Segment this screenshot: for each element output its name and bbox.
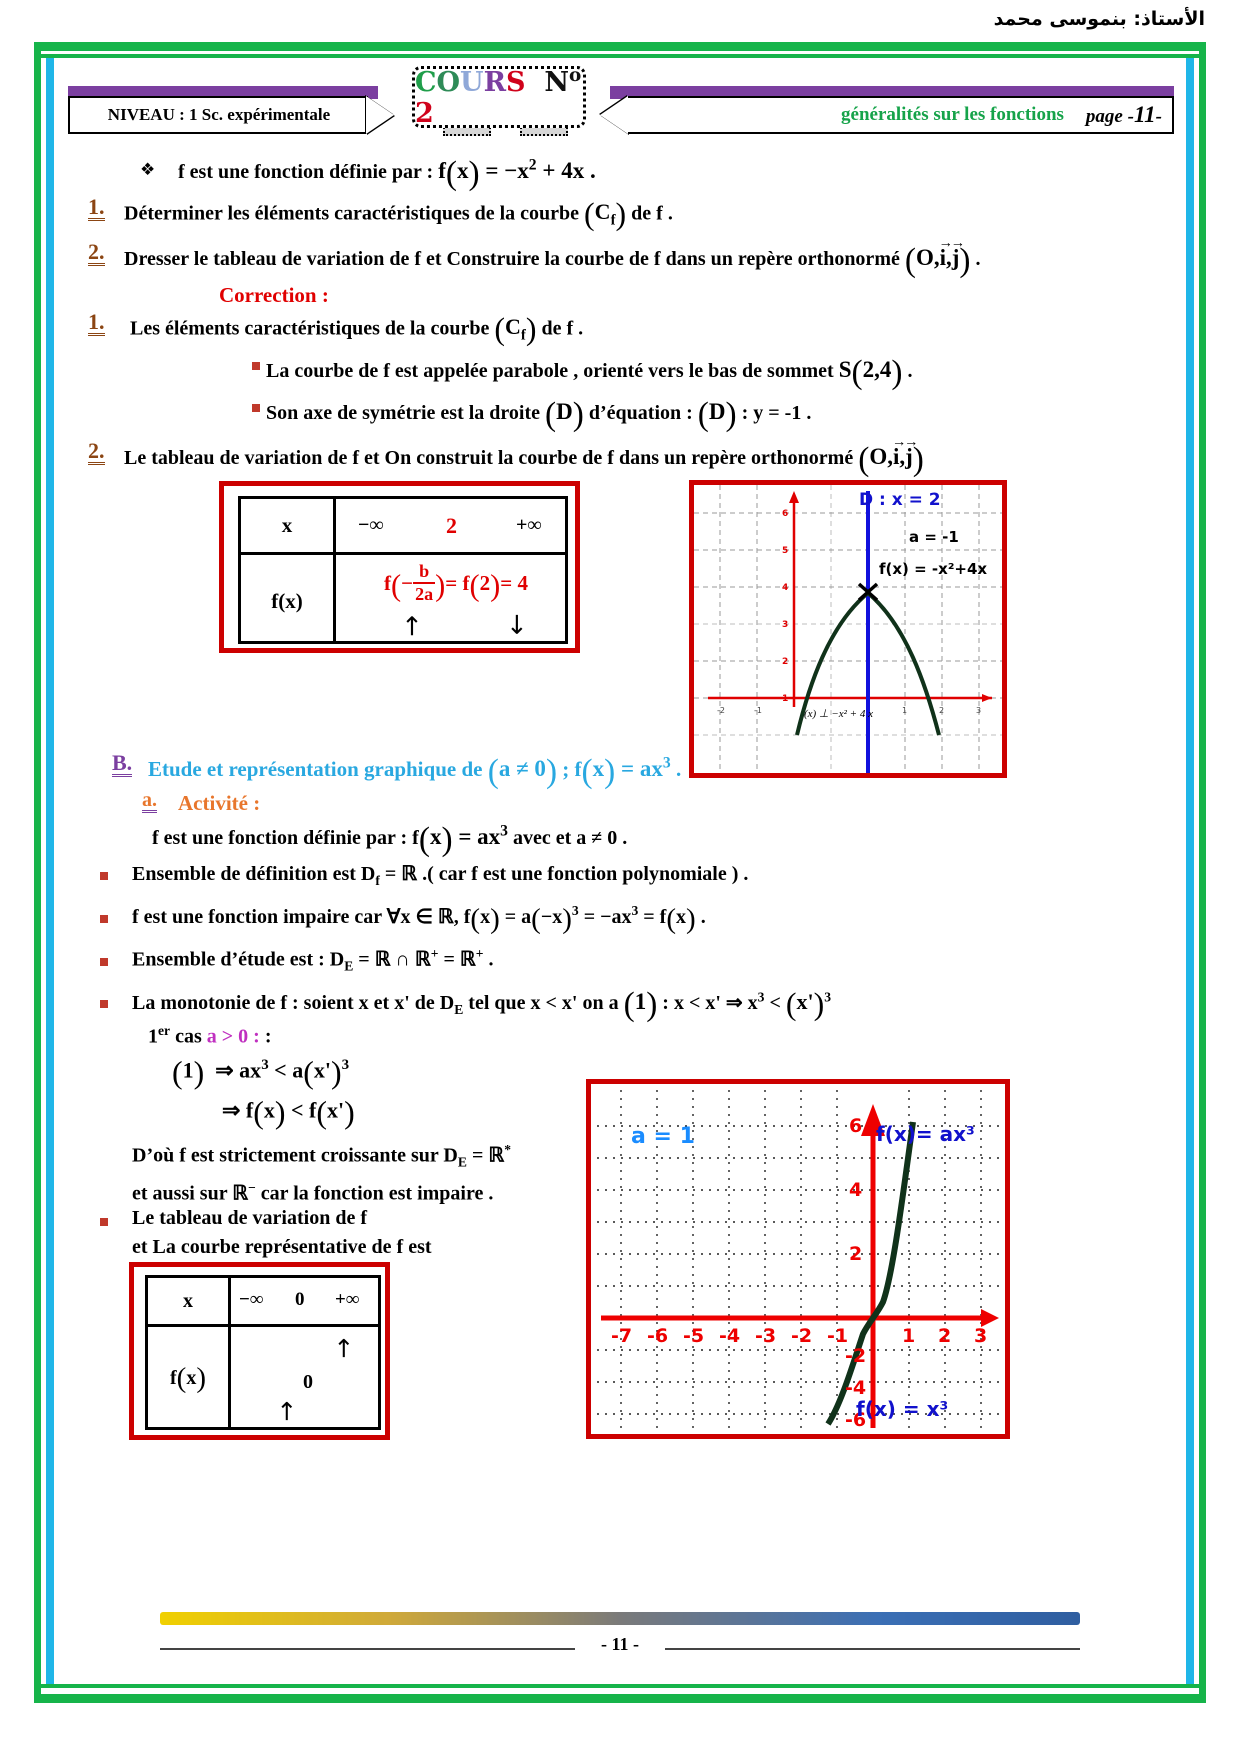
activity-title: Activité :: [178, 791, 261, 815]
svg-text:-2: -2: [791, 1325, 813, 1347]
intro-definition: f est une fonction définie par : $f(x) = -x^2 + 4x$ .: [178, 155, 596, 192]
correction-bullet-2-text-b: d’équation :: [588, 402, 693, 424]
square-bullet-b3: [100, 958, 108, 966]
svg-text:-4: -4: [719, 1325, 741, 1347]
table2-minus-infinity: −∞: [239, 1289, 264, 1310]
svg-text:-6: -6: [845, 1409, 867, 1431]
square-bullet-b4: [100, 1000, 108, 1008]
table2-domain-row: [231, 1278, 381, 1324]
table1-eq2: = 4: [500, 571, 528, 596]
page-number: 11: [1133, 102, 1156, 127]
correction-2-text: Le tableau de variation de f et On construit la courbe de f dans un repère orthonormé: [124, 447, 854, 469]
svg-text:-5: -5: [683, 1325, 705, 1347]
question-2-marker: 2.: [88, 239, 105, 264]
correction-1-tail: de f .: [541, 317, 584, 340]
graph1-label-a: a = -1: [909, 528, 959, 546]
question-1-marker: 1.: [88, 194, 105, 219]
square-bullet-b5: [100, 1218, 108, 1226]
cubic-label-a: a = 1: [631, 1124, 695, 1149]
bullet-study-set: Ensemble d’étude est : $D_E$ = ℝ ∩ ℝ+ = ℝ+ .: [132, 946, 494, 974]
implication-1: (1) ⇒ $ax^3 < a(x')^3$: [172, 1055, 350, 1090]
section-b-title: Etude et représentation graphique de (a ≠ 0) ; $f(x) = ax^3$ .: [148, 753, 682, 790]
correction-bullet-2: Son axe de symétrie est la droite (D) d’équation : (D) : y = -1 .: [266, 396, 812, 433]
header-right-box: [628, 96, 1174, 134]
section-b-title-b: ; f: [562, 757, 582, 781]
question-1: Déterminer les éléments caractéristiques de la courbe $(C_f)$ de f .: [124, 197, 673, 232]
svg-text:6: 6: [849, 1115, 863, 1137]
svg-text:5: 5: [782, 546, 789, 556]
cours-title: COURS $N^o$ 2: [415, 65, 582, 129]
svg-text:1: 1: [902, 706, 908, 715]
svg-text:2: 2: [938, 1325, 952, 1347]
table2-zero: 0: [295, 1289, 305, 1310]
graph1-label-f: f(x) = -x²+4x: [879, 560, 988, 578]
cubic-label-f-top: f(x)= ax³: [876, 1122, 975, 1146]
svg-text:2: 2: [782, 657, 789, 667]
correction-bullet-1-tail: .: [907, 360, 913, 382]
bullet-odd-function: f est une fonction impaire car ∀x ∈ ℝ, $f(x) = a(-x)^3 = -ax^3 = f(x)$ .: [132, 903, 706, 935]
square-bullet-b1: [100, 872, 108, 880]
page-border-bottom-inner: [34, 1684, 1206, 1688]
table2-arrow-upper: ↗: [326, 1331, 361, 1366]
correction-bullet-2-text-a: Son axe de symétrie est la droite: [266, 402, 541, 424]
svg-text:-2: -2: [717, 706, 725, 715]
activity-definition: f est une fonction définie par : $f(x) = ax^3$ avec et a ≠ 0 .: [152, 821, 628, 858]
svg-text:-2: -2: [845, 1345, 867, 1367]
svg-text:4: 4: [849, 1179, 863, 1201]
case-1-number: 1: [148, 1025, 158, 1048]
svg-text:4: 4: [782, 583, 789, 593]
svg-text:-7: -7: [611, 1325, 633, 1347]
parabola-graph: [689, 480, 1007, 778]
table1-arrow-decreasing: ↘: [499, 605, 536, 642]
section-b-title-tail: .: [675, 757, 682, 781]
graph1-label-D: D : x = 2: [859, 490, 941, 510]
page-border-top: [34, 42, 1206, 51]
intro-definition-text: f est une fonction définie par :: [178, 161, 434, 183]
case-1-colon: :: [264, 1025, 272, 1048]
section-b-marker: B.: [112, 750, 133, 775]
table1-fx-header: f(x): [271, 588, 303, 613]
svg-text:-4: -4: [845, 1377, 867, 1399]
chevron-left-icon: [600, 96, 628, 134]
svg-text:2: 2: [849, 1243, 863, 1265]
variation-table-1: [219, 481, 580, 653]
cubic-label-f-bottom: f(x) = x³: [856, 1397, 949, 1421]
table1-root: 2: [446, 512, 457, 538]
y-axis-arrow: [789, 491, 799, 503]
svg-text:-1: -1: [754, 706, 762, 715]
correction-1: Les éléments caractéristiques de la courbe $(C_f)$ de f .: [130, 312, 584, 347]
y-tick-labels: [782, 509, 788, 704]
implication-2: ⇒ f(x) < f(x'): [222, 1095, 355, 1130]
page-border-top-inner: [34, 54, 1206, 58]
page-word: page: [1085, 106, 1123, 127]
table1-minus-infinity: −∞: [358, 514, 384, 536]
section-b-title-text: Etude et représentation graphique de: [148, 757, 483, 781]
question-1-tail: de f .: [631, 202, 673, 225]
level-label: NIVEAU : 1 Sc. expérimentale: [68, 96, 368, 134]
svg-text:6: 6: [782, 509, 789, 519]
cubic-y-tick-labels: [845, 1115, 866, 1431]
correction-title: Correction :: [219, 283, 329, 307]
square-bullet-b2: [100, 915, 108, 923]
conclusion-1: D’où f est strictement croissante sur $D_E$ = ℝ*: [132, 1142, 511, 1170]
activity-marker: a.: [142, 789, 157, 811]
table2-zero-center: 0: [303, 1371, 313, 1393]
page-indicator: page -11-: [1085, 102, 1162, 127]
table1-x-header: x: [281, 513, 293, 537]
subject-title: généralités sur les fonctions: [841, 104, 1064, 125]
cubic-x-tick-labels: [611, 1325, 987, 1347]
conclusion-1-sub: E: [457, 1154, 467, 1170]
frac-numerator: b: [413, 561, 435, 584]
svg-text:-3: -3: [755, 1325, 777, 1347]
page-border-left-blue: [46, 58, 54, 1688]
chevron-right-icon: [366, 96, 394, 134]
svg-text:-1: -1: [827, 1325, 849, 1347]
variation-table-1-grid: [238, 496, 568, 644]
correction-1-marker: 1.: [88, 309, 105, 334]
table2-arrow-lower: ↗: [269, 1394, 304, 1429]
case-1-condition: a > 0 :: [206, 1025, 260, 1048]
table1-eq1: = f: [445, 571, 470, 596]
case-1-word: cas: [175, 1025, 202, 1048]
activity-definition-c: avec et a ≠ 0 .: [512, 827, 628, 849]
question-2-tail: .: [975, 248, 981, 270]
correction-bullet-2-tail: : y = -1 .: [741, 402, 812, 424]
conclusion-2-text: car la fonction est impaire .: [260, 1182, 494, 1205]
cours-banner: [412, 66, 586, 128]
svg-text:1: 1: [782, 694, 789, 704]
bullet-monotonicity: La monotonie de f : soient x et x' de $D_E$ tel que x < x' on a (1) : x < x' ⇒ $x^3 < (x')^3$: [132, 986, 832, 1023]
x-axis-arrow: [982, 694, 992, 702]
footer-decoration: [160, 1612, 1080, 1625]
conclusion-1-text: D’où f est strictement croissante sur D: [132, 1144, 458, 1167]
question-2: Dresser le tableau de variation de f et Construire la courbe de f dans un repère orthonormé (O,i →,j →) .: [124, 242, 981, 280]
page-border-right: [1199, 42, 1206, 1702]
square-bullet-icon-2: [252, 404, 260, 412]
svg-text:1: 1: [902, 1325, 916, 1347]
svg-text:3: 3: [976, 706, 982, 715]
frac-denominator: 2a: [415, 584, 434, 604]
variation-table-2-grid: [145, 1275, 381, 1430]
square-bullet-icon: [252, 362, 260, 370]
table2-fx-header: f ( x ): [169, 1362, 206, 1394]
table1-arg: 2: [479, 571, 491, 596]
table1-max-formula: f(− $\frac{b}{2a}$ )= f(2)= 4: [383, 561, 528, 604]
svg-text:2: 2: [939, 706, 945, 715]
page-border-right-blue: [1186, 58, 1194, 1688]
author-name: الأستاذ: بنموسى محمد: [993, 8, 1205, 30]
page-border-bottom: [34, 1694, 1206, 1703]
svg-text:3: 3: [782, 620, 789, 630]
table1-arrow-increasing: ↗: [393, 607, 430, 644]
bullet-domain: Ensemble de définition est $D_f$ = ℝ .( car f est une fonction polynomiale ) .: [132, 863, 749, 888]
table2-plus-infinity: +∞: [335, 1289, 360, 1310]
question-2-text: Dresser le tableau de variation de f et Construire la courbe de f dans un repère orthonormé: [124, 248, 900, 270]
question-1-text: Déterminer les éléments caractéristiques de la courbe: [124, 202, 580, 225]
correction-1-text: Les éléments caractéristiques de la courbe: [130, 317, 490, 340]
activity-definition-a: f est une fonction définie par : f: [152, 827, 419, 849]
correction-bullet-1-text: La courbe de f est appelée parabole , orienté vers le bas de sommet: [266, 360, 834, 382]
case-1-label: [148, 1023, 271, 1049]
table1-plus-infinity: +∞: [516, 514, 542, 536]
table1-domain-row: [336, 499, 571, 552]
diamond-bullet-icon: ❖: [140, 160, 156, 179]
variation-intro-line1: Le tableau de variation de f: [132, 1207, 367, 1229]
svg-text:-6: -6: [647, 1325, 669, 1347]
conclusion-2: et aussi sur ℝ− car la fonction est impaire .: [132, 1180, 494, 1205]
variation-table-2: [129, 1262, 390, 1440]
table2-x-header: x: [183, 1289, 193, 1312]
correction-bullet-1: La courbe de f est appelée parabole , orienté vers le bas de sommet S(2,4) .: [266, 354, 913, 391]
footer-page-number: - 11 -: [575, 1634, 665, 1655]
svg-text:3: 3: [974, 1325, 988, 1347]
cubic-graph: [586, 1079, 1010, 1439]
graph1-inline-equation: (x) ⊥ −x² + 4 x: [804, 708, 873, 720]
correction-2-marker: 2.: [88, 438, 105, 463]
case-1-ordinal: er: [158, 1023, 171, 1038]
variation-intro-line2: et La courbe représentative de f est: [132, 1236, 432, 1258]
correction-2: Le tableau de variation de f et On construit la courbe de f dans un repère orthonormé (O,i →,j →): [124, 441, 924, 479]
page-border-left: [34, 42, 41, 1702]
